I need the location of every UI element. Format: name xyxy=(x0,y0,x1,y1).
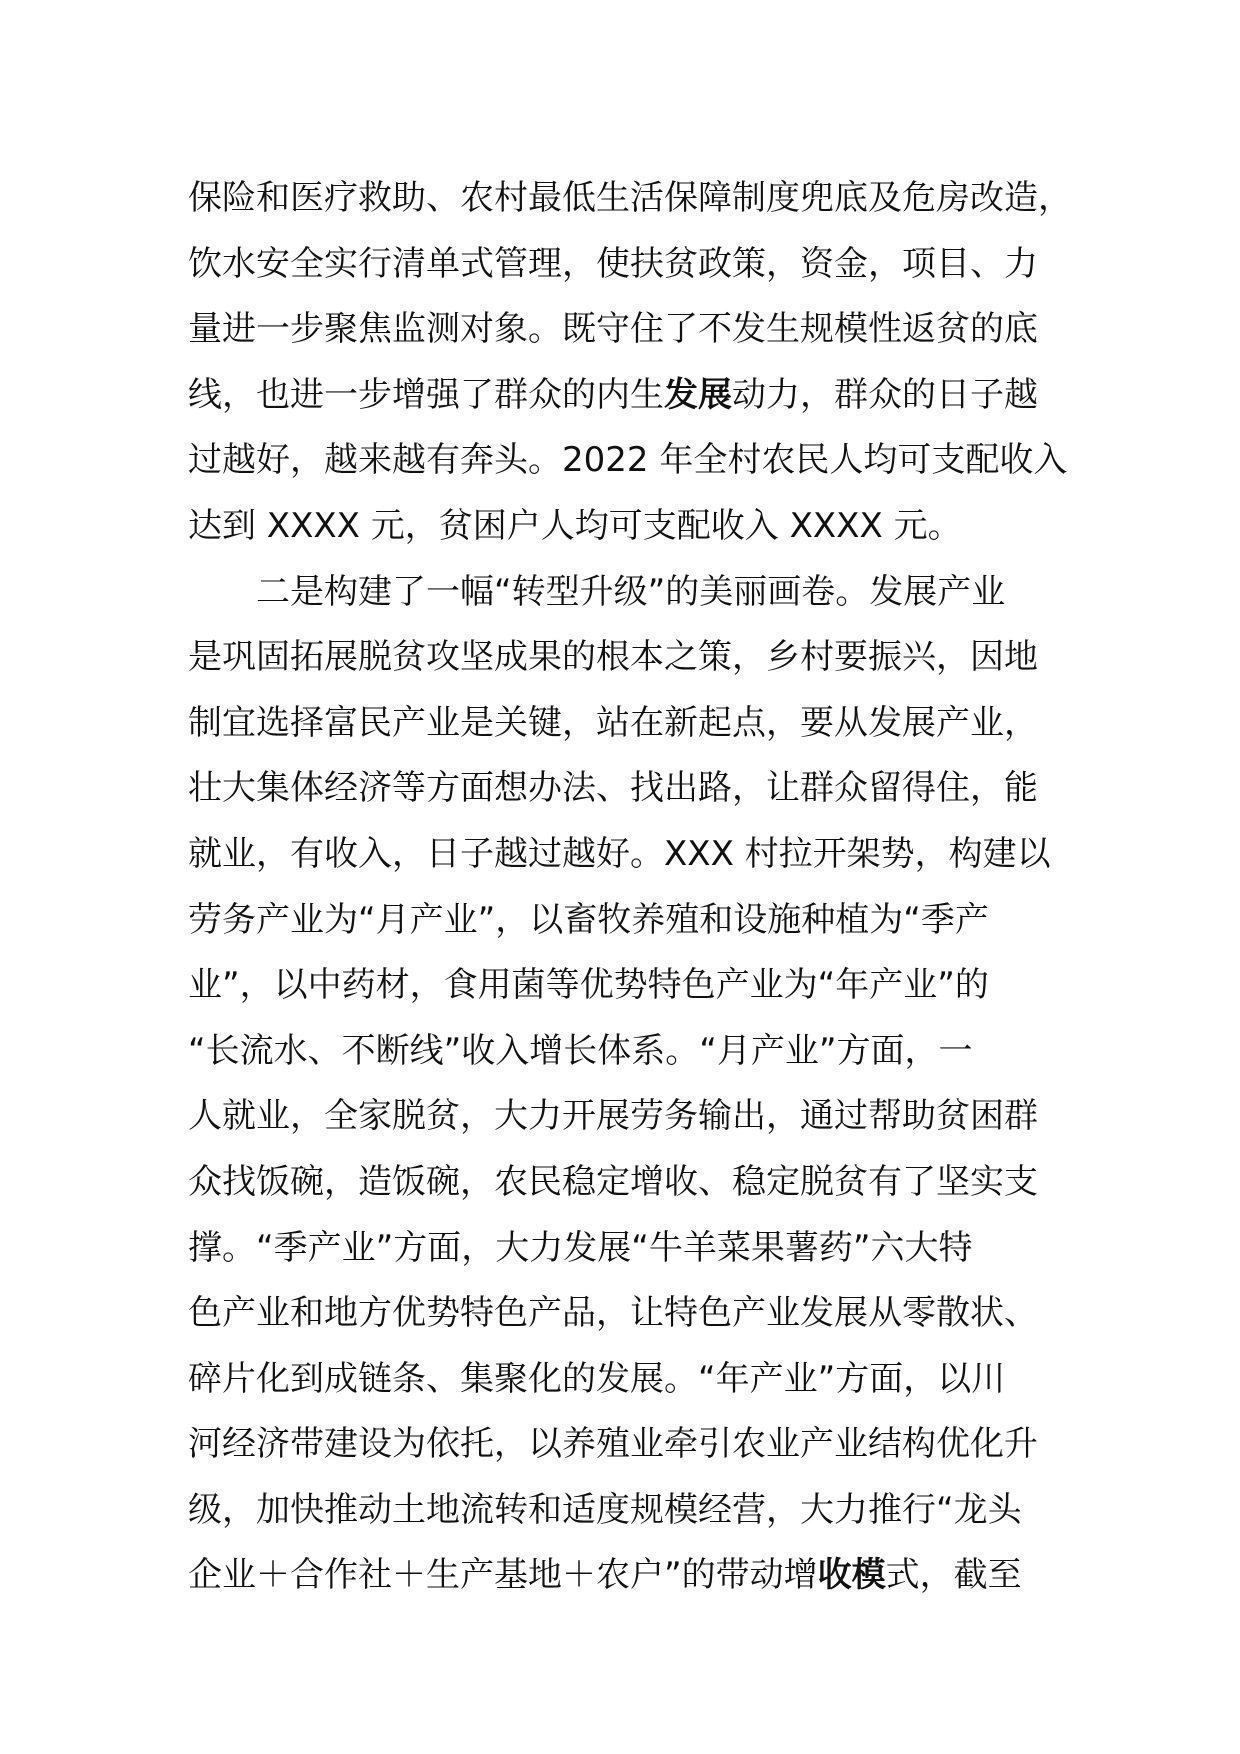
text-segment: 业”，以中药材，食用菌等优势特色产业为“年产业”的 xyxy=(188,965,989,1006)
text-line xyxy=(188,1150,1068,1216)
text-segment: 壮大集体经济等方面想办法、找出路，让群众留得住，能 xyxy=(188,768,1038,809)
bold-text-segment: 收模 xyxy=(817,1555,886,1596)
text-line xyxy=(188,1281,1068,1347)
text-line xyxy=(188,1478,1068,1544)
text-segment: “长流水、不断线”收入增长体系。“月产业”方面，一 xyxy=(188,1030,973,1071)
text-segment: 级，加快推动土地流转和适度规模经营，大力推行“龙头 xyxy=(188,1489,1022,1530)
text-line xyxy=(188,1412,1068,1478)
text-segment: 保险和医疗救助、农村最低生活保障制度兜底及危房改造， xyxy=(188,178,1072,218)
text-segment: 是巩固拓展脱贫攻坚成果的根本之策，乡村要振兴，因地 xyxy=(188,637,1038,678)
text-line xyxy=(188,625,1068,691)
text-line xyxy=(188,363,1068,429)
text-line xyxy=(188,1347,1068,1413)
body-text xyxy=(188,166,1072,1609)
text-segment: 过越好，越来越有奔头。2022 年全村农民人均可支配收入 xyxy=(188,440,1068,481)
text-line xyxy=(188,1543,1068,1609)
text-line xyxy=(188,428,1068,494)
text-segment: 式，截至 xyxy=(885,1555,1022,1596)
text-segment: 色产业和地方优势特色产品，让特色产业发展从零散状、 xyxy=(188,1293,1038,1334)
text-segment: 企业＋合作社＋生产基地＋农户”的带动增 xyxy=(188,1555,818,1596)
text-line xyxy=(188,1216,1068,1282)
text-segment: 碎片化到成链条、集聚化的发展。“年产业”方面，以川 xyxy=(188,1358,1006,1399)
text-segment: 饮水安全实行清单式管理，使扶贫政策，资金，项目、力 xyxy=(188,243,1038,284)
text-line xyxy=(188,297,1068,363)
text-line xyxy=(188,953,1068,1019)
text-line xyxy=(188,691,1068,757)
bold-text-segment: 发展 xyxy=(664,374,732,415)
paragraph-start-line xyxy=(188,560,1068,626)
text-line xyxy=(188,232,1068,298)
text-segment: 二是构建了一幅“转型升级”的美丽画卷。发展产业 xyxy=(256,571,1006,612)
text-segment: 制宜选择富民产业是关键，站在新起点，要从发展产业， xyxy=(188,702,1038,743)
text-segment: 线，也进一步增强了群众的内生 xyxy=(188,374,664,415)
text-line xyxy=(188,166,1072,232)
text-line xyxy=(188,822,1068,888)
text-segment: 河经济带建设为依托，以养殖业牵引农业产业结构优化升 xyxy=(188,1424,1038,1465)
text-segment: 就业，有收入，日子越过越好。XXX 村拉开架势，构建以 xyxy=(188,833,1051,874)
text-segment: 量进一步聚焦监测对象。既守住了不发生规模性返贫的底 xyxy=(188,309,1038,350)
text-line xyxy=(188,1019,1068,1085)
text-line xyxy=(188,756,1068,822)
text-segment: 动力，群众的日子越 xyxy=(732,374,1038,415)
text-line xyxy=(188,888,1068,954)
text-line xyxy=(188,494,1068,560)
text-segment: 达到 XXXX 元，贫困户人均可支配收入 XXXX 元。 xyxy=(188,505,962,546)
text-segment: 人就业，全家脱贫，大力开展劳务输出，通过帮助贫困群 xyxy=(188,1096,1038,1137)
text-segment: 众找饭碗，造饭碗，农民稳定增收、稳定脱贫有了坚实支 xyxy=(188,1161,1038,1202)
text-segment: 撑。“季产业”方面，大力发展“牛羊菜果薯药”六大特 xyxy=(188,1227,973,1268)
text-line xyxy=(188,1084,1068,1150)
text-segment: 劳务产业为“月产业”，以畜牧养殖和设施种植为“季产 xyxy=(188,899,989,940)
